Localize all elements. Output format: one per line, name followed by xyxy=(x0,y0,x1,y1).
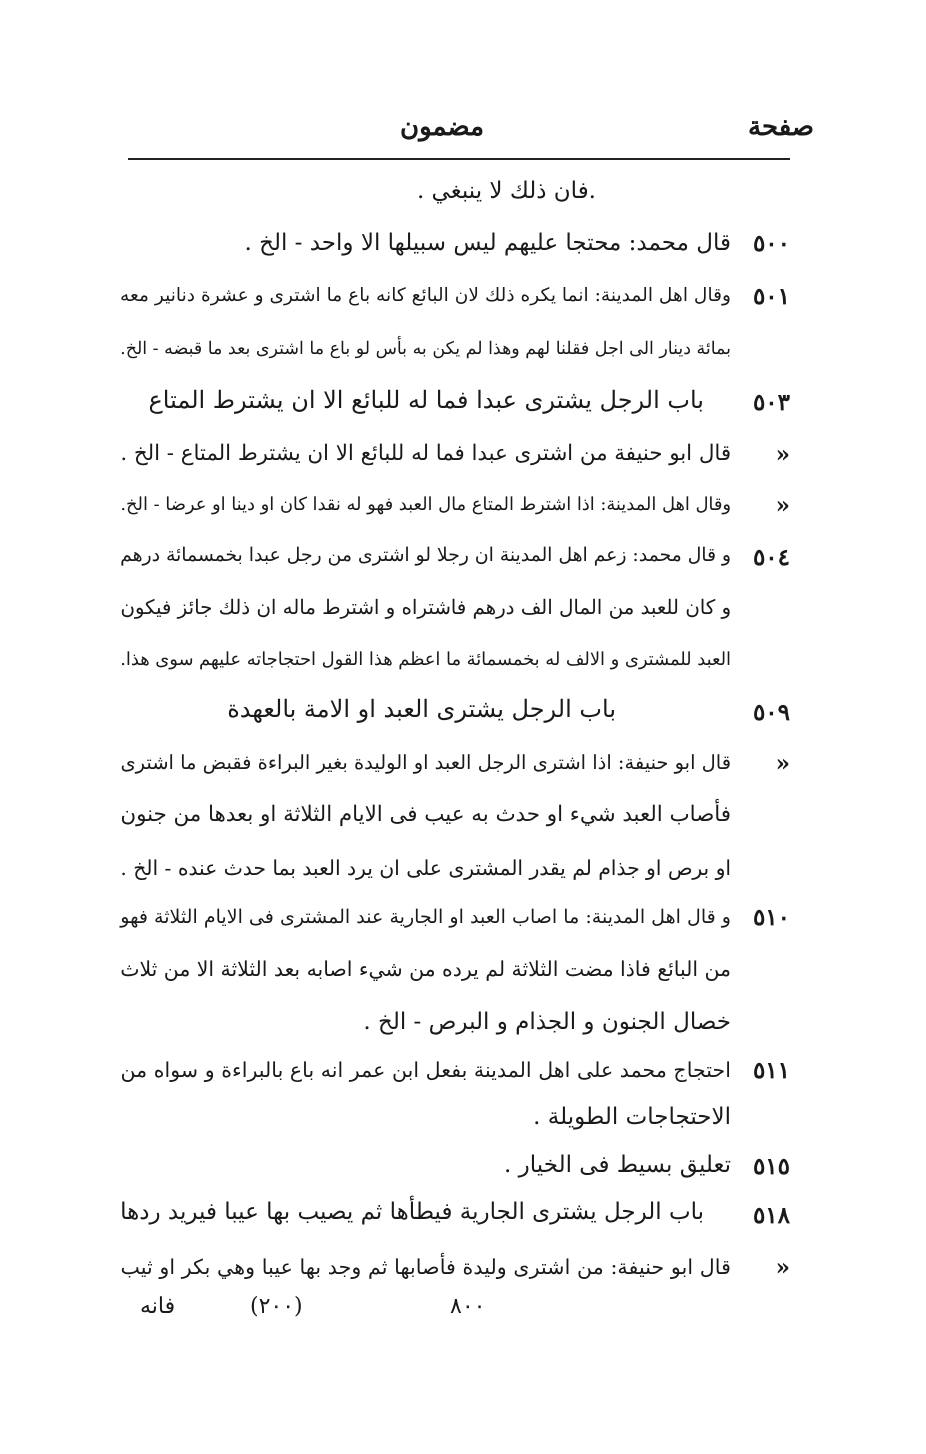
section-title: باب الرجل يشترى الجارية فيطأها ثم يصيب بها عيبا فيريد ردها xyxy=(120,1199,704,1225)
entry-line: وقال اهل المدينة: انما يكره ذلك لان البائع كانه باع ما اشترى و عشرة دنانير معه xyxy=(120,285,731,306)
entry-line: .فان ذلك لا ينبغي . xyxy=(416,178,596,204)
entry-number: ٥٠٩ xyxy=(752,699,790,726)
page-number: (٢٠٠) xyxy=(250,1294,303,1319)
entry-line: قال ابو حنيفة: من اشترى وليدة فأصابها ثم وجد بها عيبا وهي بكر او ثيب xyxy=(120,1255,731,1279)
entry-line: بمائة دينار الى اجل فقلنا لهم وهذا لم يكن به بأس لو باع ما اشترى بعد ما قبضه - الخ. xyxy=(120,339,731,359)
entry-line: الاحتجاجات الطويلة . xyxy=(533,1104,731,1130)
section-title: باب الرجل يشترى عبدا فما له للبائع الا ان يشترط المتاع xyxy=(148,386,704,414)
entry-line: قال محمد: محتجا عليهم ليس سبيلها الا واحد - الخ . xyxy=(244,230,731,256)
entry-marker: « xyxy=(775,750,790,777)
header-contents-label: مضمون xyxy=(400,112,485,142)
header-page-label: صفحة xyxy=(748,112,814,142)
entry-marker: « xyxy=(775,1254,790,1281)
section-title: باب الرجل يشترى العبد او الامة بالعهدة xyxy=(227,695,616,723)
entry-line: تعليق بسيط فى الخيار . xyxy=(504,1152,731,1178)
entry-line: و قال محمد: زعم اهل المدينة ان رجلا لو اشترى من رجل عبدا بخمسمائة درهم xyxy=(120,545,731,566)
entry-number: ٥١٥ xyxy=(752,1153,790,1180)
entry-marker: « xyxy=(775,492,790,519)
entry-number: ٥٠٠ xyxy=(752,230,790,257)
entry-line: من البائع فاذا مضت الثلاثة لم يرده من شيء اصابه بعد الثلاثة الا من ثلاث xyxy=(120,957,731,981)
entry-line: قال ابو حنيفة: اذا اشترى الرجل العبد او الوليدة بغير البراءة فقبض ما اشترى xyxy=(120,751,731,774)
entry-line: فأصاب العبد شيء او حدث به عيب فى الايام الثلاثة او بعدها من جنون xyxy=(120,802,731,827)
entry-line: خصال الجنون و الجذام و البرص - الخ . xyxy=(363,1009,731,1035)
entry-line: العبد للمشترى و الالف له بخمسمائة ما اعظم هذا القول احتجاجاته عليهم سوى هذا. xyxy=(120,649,731,670)
entry-line: و قال اهل المدينة: ما اصاب العبد او الجارية عند المشترى فى الايام الثلاثة فهو xyxy=(120,906,731,928)
entry-line: احتجاج محمد على اهل المدينة بفعل ابن عمر انه باع بالبراءة و سواه من xyxy=(120,1058,731,1082)
entry-number: ٥١٠ xyxy=(752,904,790,931)
entry-line: او برص او جذام لم يقدر المشترى على ان يرد العبد بما حدث عنده - الخ . xyxy=(120,856,731,880)
signature-mark: ٨٠٠ xyxy=(450,1294,486,1319)
entry-marker: « xyxy=(775,441,790,468)
entry-number: ٥١٨ xyxy=(752,1202,790,1229)
header-rule xyxy=(128,158,790,160)
entry-line: قال ابو حنيفة من اشترى عبدا فما له للبائع الا ان يشترط المتاع - الخ . xyxy=(120,441,731,466)
entry-number: ٥٠٣ xyxy=(752,389,790,416)
catchword: فانه xyxy=(140,1294,176,1319)
entry-line: وقال اهل المدينة: اذا اشترط المتاع مال العبد فهو له نقدا كان او دينا او عرضا - الخ. xyxy=(120,494,731,515)
entry-number: ٥١١ xyxy=(752,1057,790,1084)
entry-line: و كان للعبد من المال الف درهم فاشتراه و اشترط ماله ان ذلك جائز فيكون xyxy=(120,596,731,619)
entry-number: ٥٠٤ xyxy=(752,544,790,571)
entry-number: ٥٠١ xyxy=(752,283,790,310)
